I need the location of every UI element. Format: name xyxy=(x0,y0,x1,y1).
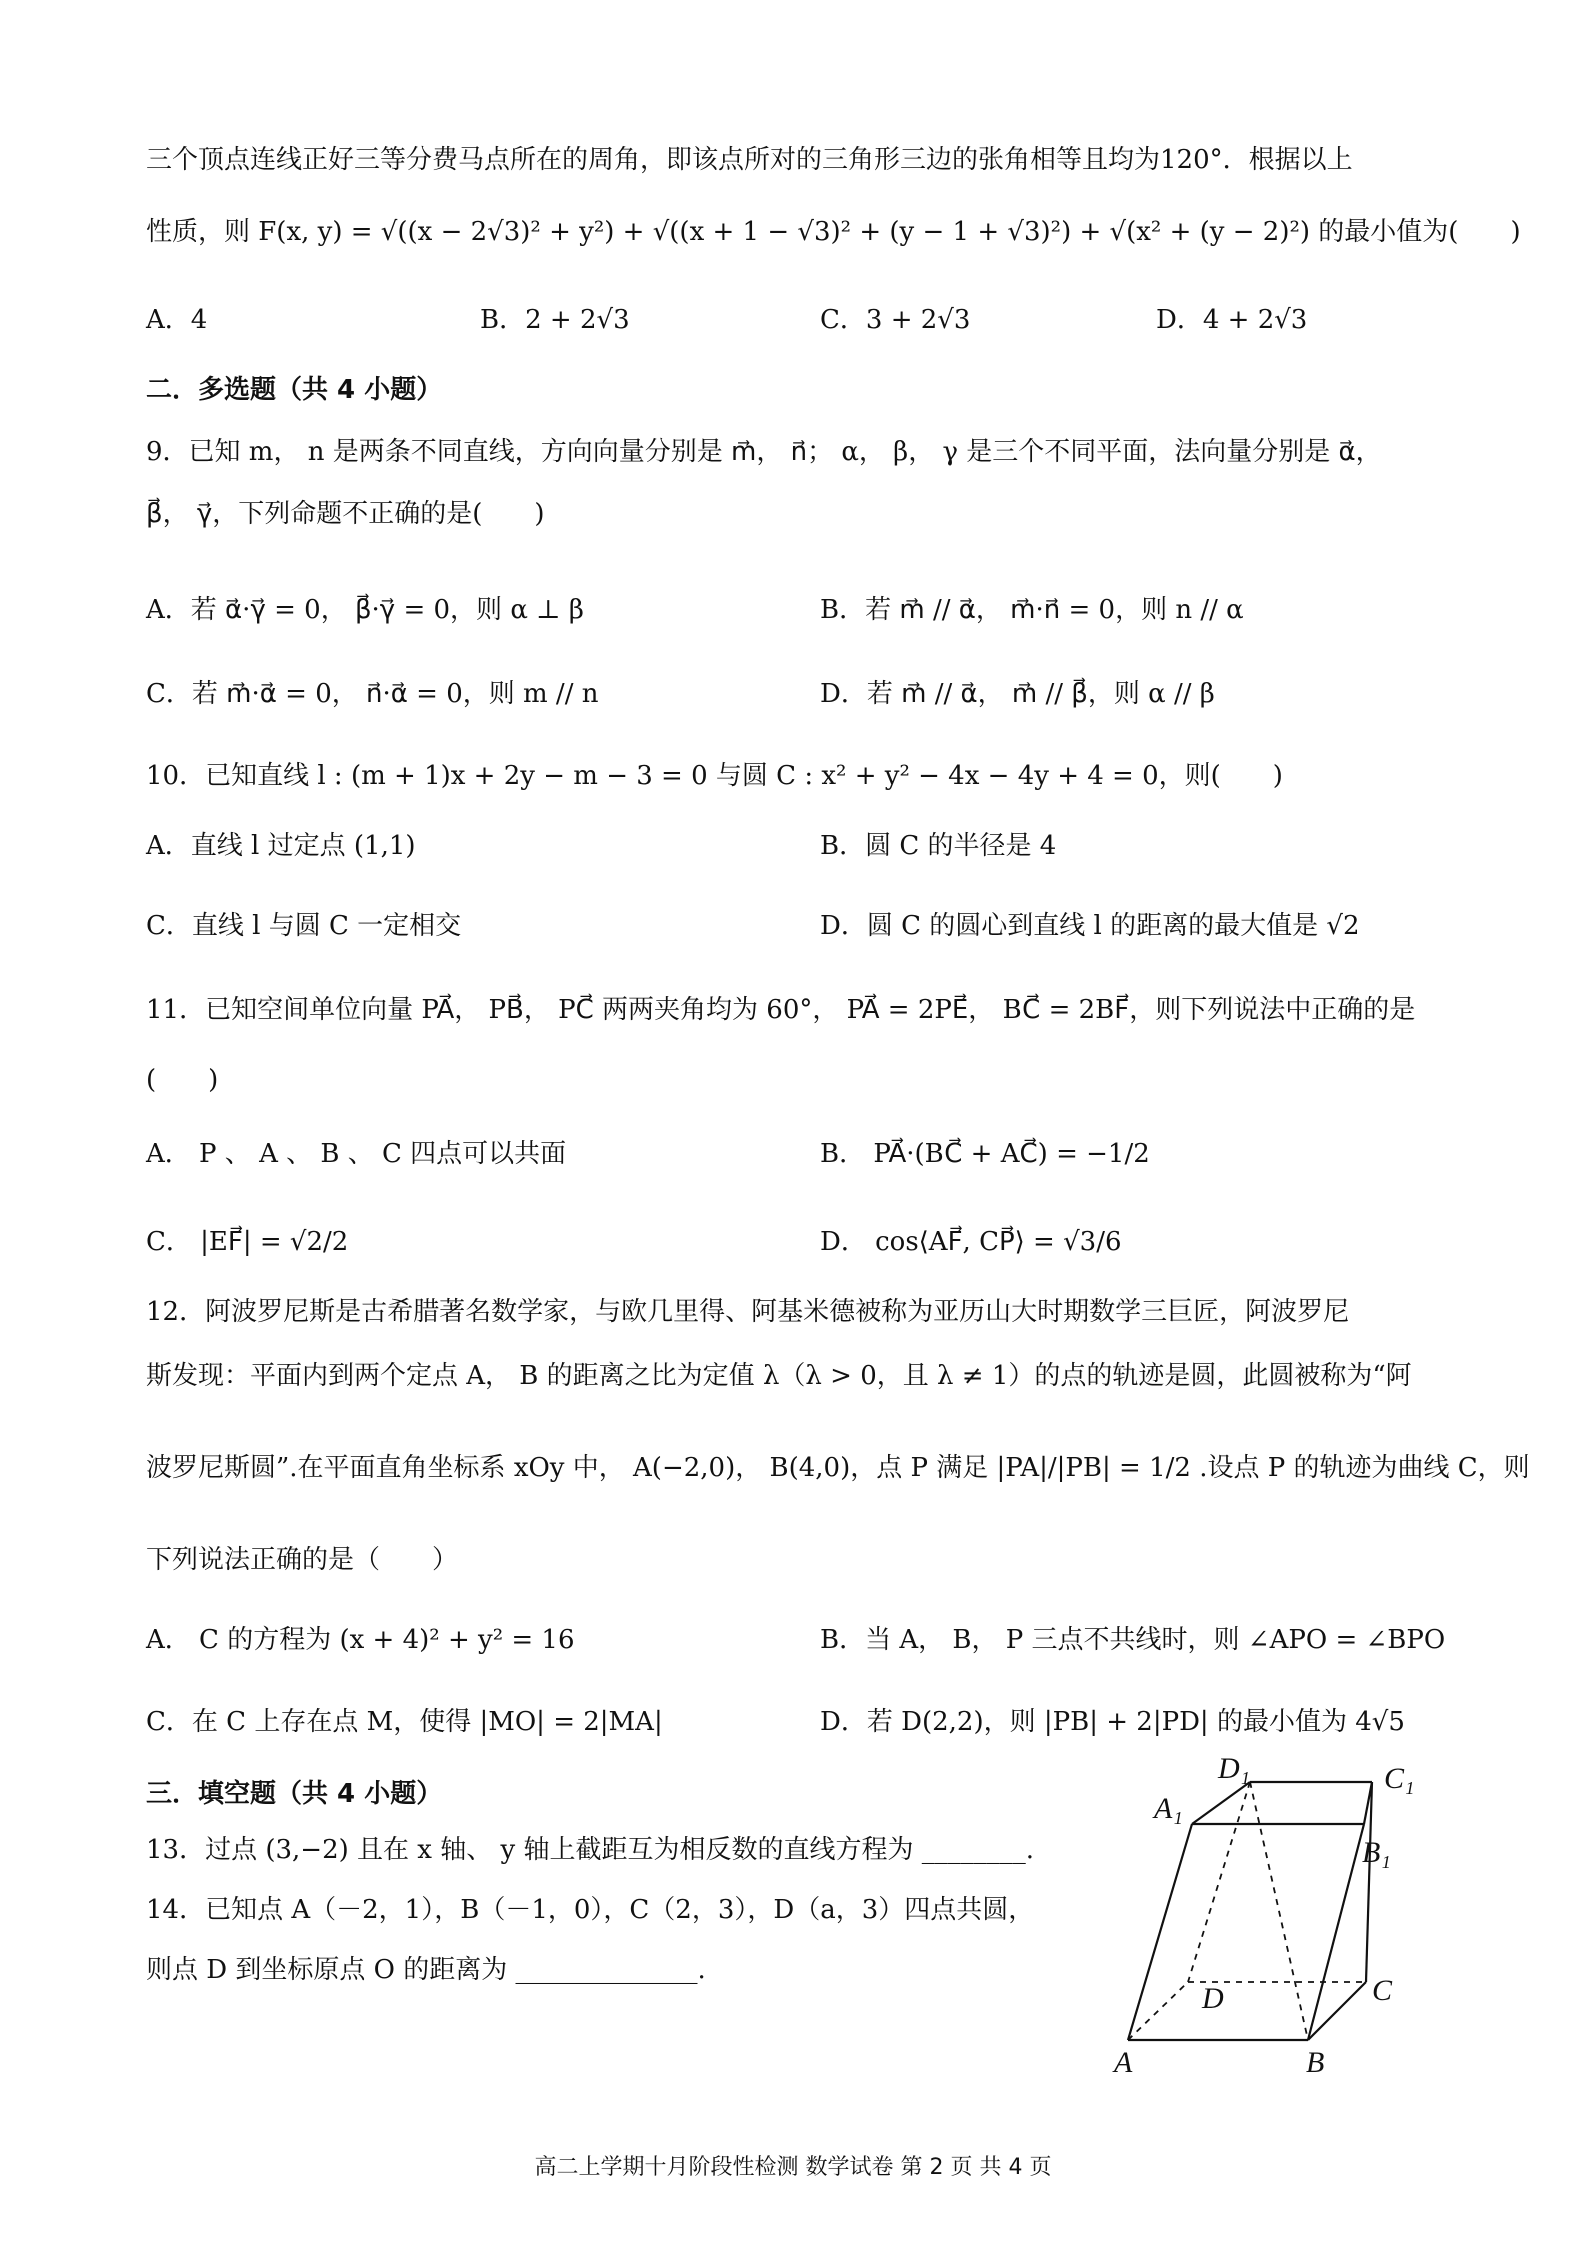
label-c1: C₁ xyxy=(1384,1762,1415,1795)
section-2-heading: 二．多选题（共 4 小题） xyxy=(146,375,443,405)
intro-line-1: 三个顶点连线正好三等分费马点所在的周角，即该点所对的三角形三边的张角相等且均为120°．根据以上 xyxy=(146,145,1353,175)
q9-option-b: B．若 m⃗ // α⃗， m⃗·n⃗ = 0，则 n // α xyxy=(820,595,1244,625)
q12-option-b: B．当 A， B， P 三点不共线时，则 ∠APO = ∠BPO xyxy=(820,1625,1446,1655)
q11-option-a: A． P 、 A 、 B 、 C 四点可以共面 xyxy=(146,1139,567,1169)
q10-option-b: B．圆 C 的半径是 4 xyxy=(820,831,1057,861)
q8-option-b: B．2 + 2√3 xyxy=(480,305,630,335)
label-d: D xyxy=(1202,1982,1224,2015)
q9-stem-line-1: 9．已知 m， n 是两条不同直线，方向向量分别是 m⃗， n⃗； α， β， γ 是三个不同平面，法向量分别是 α⃗， xyxy=(146,437,1382,467)
label-d1: D₁ xyxy=(1218,1752,1251,1785)
q12-stem-line-3: 波罗尼斯圆”.在平面直角坐标系 xOy 中， A(−2,0)， B(4,0)，点 P 满足 |PA|/|PB| = 1/2 .设点 P 的轨迹为曲线 C，则 xyxy=(146,1453,1530,1483)
intro-line-2: 性质，则 F(x, y) = √((x − 2√3)² + y²) + √((x + 1 − √3)² + (y − 1 + √3)²) + √(x² + (y − 2)²) 的最小值为( ) xyxy=(146,217,1521,247)
q11-option-b: B． PA⃗·(BC⃗ + AC⃗) = −1/2 xyxy=(820,1139,1150,1169)
label-c: C xyxy=(1372,1974,1393,2007)
q14-line-2: 则点 D 到坐标原点 O 的距离为 ______________. xyxy=(146,1955,706,1985)
edge-b1-b xyxy=(1308,1824,1364,2040)
q8-option-c: C．3 + 2√3 xyxy=(820,305,971,335)
q12-stem-line-2: 斯发现：平面内到两个定点 A， B 的距离之比为定值 λ（λ > 0，且 λ ≠ 1）的点的轨迹是圆，此圆被称为“阿 xyxy=(146,1361,1412,1391)
q14-line-1: 14．已知点 A（－2，1），B（－1，0），C（2，3），D（a，3）四点共圆， xyxy=(146,1895,1035,1925)
q12-option-c: C．在 C 上存在点 M，使得 |MO| = 2|MA| xyxy=(146,1707,663,1737)
q9-option-a: A．若 α⃗·γ⃗ = 0， β⃗·γ⃗ = 0，则 α ⊥ β xyxy=(146,595,584,625)
page-footer: 高二上学期十月阶段性检测 数学试卷 第 2 页 共 4 页 xyxy=(534,2155,1052,2180)
q9-option-c: C．若 m⃗·α⃗ = 0， n⃗·α⃗ = 0，则 m // n xyxy=(146,679,599,709)
q11-option-c: C． |EF⃗| = √2/2 xyxy=(146,1227,349,1257)
q11-stem-line-2: ( ) xyxy=(146,1065,219,1095)
edge-a1-a xyxy=(1128,1824,1192,2040)
q12-stem-line-1: 12．阿波罗尼斯是古希腊著名数学家，与欧几里得、阿基米德被称为亚历山大时期数学三巨匠，阿波罗尼 xyxy=(146,1297,1350,1327)
q11-stem-line-1: 11．已知空间单位向量 PA⃗， PB⃗， PC⃗ 两两夹角均为 60°， PA⃗ = 2PE⃗， BC⃗ = 2BF⃗，则下列说法中正确的是 xyxy=(146,995,1416,1025)
q12-stem-line-4: 下列说法正确的是（ ） xyxy=(146,1545,459,1575)
label-a1: A₁ xyxy=(1154,1792,1183,1825)
section-3-heading: 三．填空题（共 4 小题） xyxy=(146,1779,443,1809)
edge-d1-d xyxy=(1188,1782,1250,1982)
edge-d1-b xyxy=(1250,1782,1308,2040)
q12-option-d: D．若 D(2,2)，则 |PB| + 2|PD| 的最小值为 4√5 xyxy=(820,1707,1405,1737)
label-a: A xyxy=(1114,2046,1133,2079)
parallelepiped-figure xyxy=(1108,1752,1468,2079)
label-b: B xyxy=(1306,2046,1325,2079)
edge-b-c xyxy=(1308,1982,1366,2040)
q10-option-c: C．直线 l 与圆 C 一定相交 xyxy=(146,911,462,941)
q13-text: 13．过点 (3,−2) 且在 x 轴、 y 轴上截距互为相反数的直线方程为 ________. xyxy=(146,1835,1034,1865)
edge-a1-d1 xyxy=(1192,1782,1250,1824)
q12-option-a: A． C 的方程为 (x + 4)² + y² = 16 xyxy=(146,1625,575,1655)
label-b1: B₁ xyxy=(1362,1836,1391,1869)
q10-stem: 10．已知直线 l : (m + 1)x + 2y − m − 3 = 0 与圆 C : x² + y² − 4x − 4y + 4 = 0，则( ) xyxy=(146,761,1283,791)
q9-stem-line-2: β⃗， γ⃗，下列命题不正确的是( ) xyxy=(146,499,545,529)
q10-option-a: A．直线 l 过定点 (1,1) xyxy=(146,831,416,861)
q8-option-a: A．4 xyxy=(146,305,208,335)
q9-option-d: D．若 m⃗ // α⃗， m⃗ // β⃗，则 α // β xyxy=(820,679,1215,709)
q11-option-d: D． cos⟨AF⃗, CP⃗⟩ = √3/6 xyxy=(820,1227,1122,1257)
q8-option-d: D．4 + 2√3 xyxy=(1156,305,1308,335)
q10-option-d: D．圆 C 的圆心到直线 l 的距离的最大值是 √2 xyxy=(820,911,1360,941)
